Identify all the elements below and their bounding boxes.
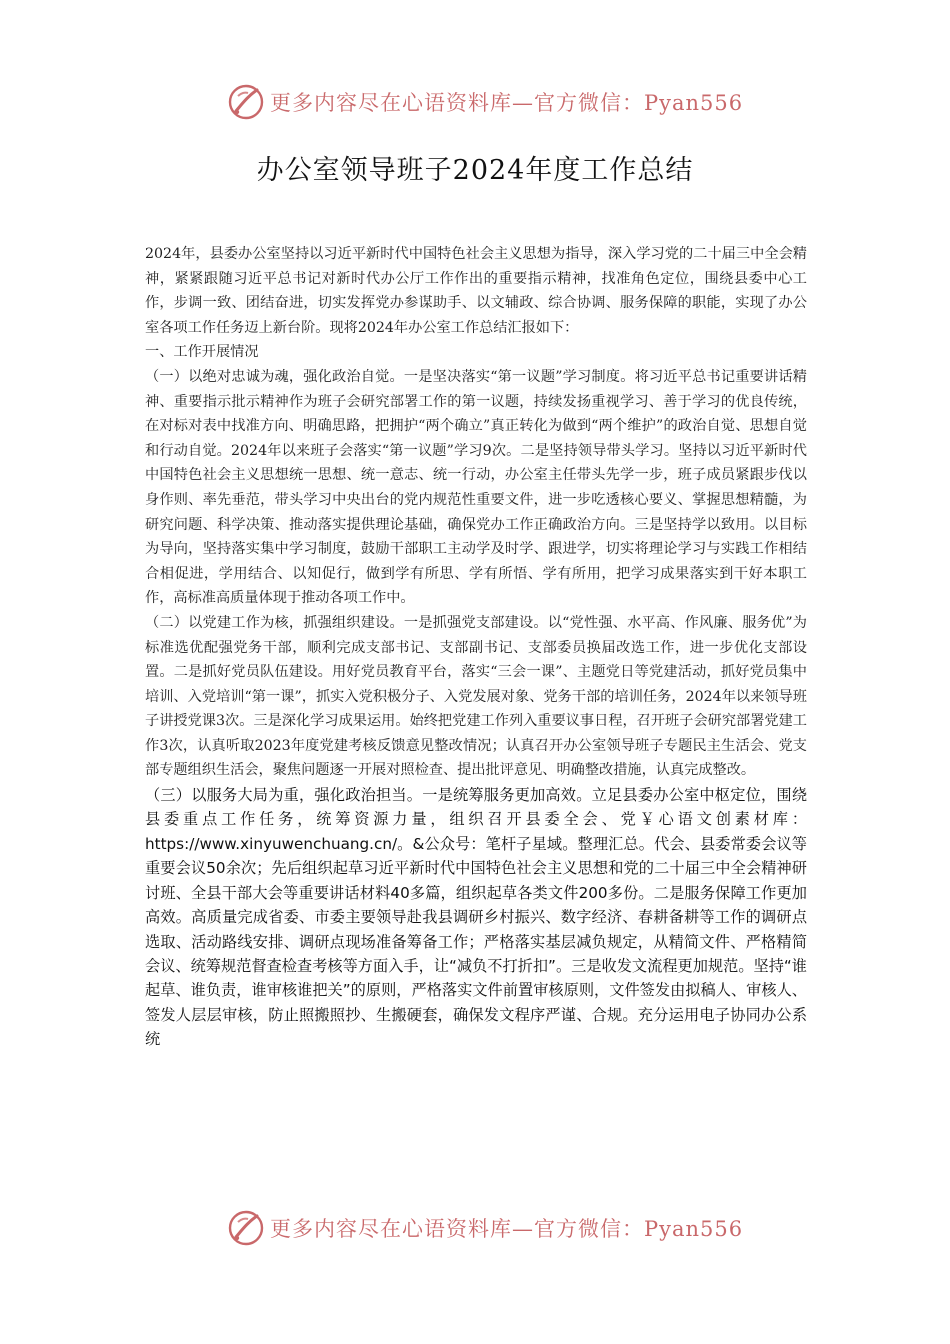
- document-title: 办公室领导班子2024年度工作总结: [256, 155, 694, 186]
- watermark-banner-top: [228, 82, 743, 122]
- section-paragraph-3: （三）以服务大局为重，强化政治担当。一是统筹服务更加高效。立足县委办公室中枢定位，围绕县委重点工作任务，统筹资源力量，组织召开县委全会、党￥心语文创素材库：https://www.xinyuwenchuang.cn/。&公众号：笔杆子星域。整理汇总。代会、县委常委会议等重要会议50余次；先后组织起草习近平新时代中国特色社会主义思想和党的二十届三中全会精神研讨班、全县干部大会等重要讲话材料40多篇，组织起草各类文件200多份。二是服务保障工作更加高效。高质量完成省委、市委主要领导赴我县调研乡村振兴、数字经济、春耕备耕等工作的调研点选取、活动路线安排、调研点现场准备筹备工作；严格落实基层减负规定，从精简文件、严格精简会议、统筹规范督查检查考核等方面入手，让“减负不打折扣”。三是收发文流程更加规范。坚持“谁起草、谁负责，谁审核谁把关”的原则，严格落实文件前置审核原则，文件签发由拟稿人、审核人、签发人层层审核，防止照搬照抄、生搬硬套，确保发文程序严谨、合规。充分运用电子协同办公系统: [145, 786, 807, 1049]
- watermark-text: 更多内容尽在心语资料库—官方微信：Pyan556: [270, 91, 744, 115]
- pen-logo-icon: [228, 1210, 264, 1246]
- intro-paragraph: 2024年，县委办公室坚持以习近平新时代中国特色社会主义思想为指导，深入学习党的二十届三中全会精神，紧紧跟随习近平总书记对新时代办公厅工作作出的重要指示精神，找准角色定位，围绕县委中心工作，步调一致、团结奋进，切实发挥党办参谋助手、以文辅政、综合协调、服务保障的职能，实现了办公室各项工作任务迈上新台阶。现将2024年办公室工作总结汇报如下：: [145, 246, 807, 336]
- section-paragraph-2: （二）以党建工作为核，抓强组织建设。一是抓强党支部建设。以“党性强、水平高、作风廉、服务优”为标准选优配强党务干部，顺利完成支部书记、支部副书记、支部委员换届改选工作，进一步优化支部设置。二是抓好党员队伍建设。用好党员教育平台，落实“三会一课”、主题党日等党建活动，抓好党员集中培训、入党培训“第一课”，抓实入党积极分子、入党发展对象、党务干部的培训任务，2024年以来领导班子讲授党课3次。三是深化学习成果运用。始终把党建工作列入重要议事日程，召开班子会研究部署党建工作3次，认真听取2023年度党建考核反馈意见整改情况；认真召开办公室领导班子专题民主生活会、党支部专题组织生活会，聚焦问题逐一开展对照检查、提出批评意见、明确整改措施，认真完成整改。: [145, 614, 807, 779]
- document-body: [145, 242, 807, 1052]
- watermark-banner-bottom: [228, 1208, 743, 1248]
- section-paragraph-1: （一）以绝对忠诚为魂，强化政治自觉。一是坚决落实“第一议题”学习制度。将习近平总书记重要讲话精神、重要指示批示精神作为班子会研究部署工作的第一议题，持续发扬重视学习、善于学习的优良传统，在对标对表中找准方向、明确思路，把拥护“两个确立”真正转化为做到“两个维护”的政治自觉、思想自觉和行动自觉。2024年以来班子会落实“第一议题”学习9次。二是坚持领导带头学习。坚持以习近平新时代中国特色社会主义思想统一思想、统一意志、统一行动，办公室主任带头先学一步，班子成员紧跟步伐以身作则、率先垂范，带头学习中央出台的党内规范性重要文件，进一步吃透核心要义、掌握思想精髓，为研究问题、科学决策、推动落实提供理论基础，确保党办工作正确政治方向。三是坚持学以致用。以目标为导向，坚持落实集中学习制度，鼓励干部职工主动学及时学、跟进学，切实将理论学习与实践工作相结合相促进，学用结合、以知促行，做到学有所思、学有所悟、学有所用，把学习成果落实到干好本职工作，高标准高质量体现于推动各项工作中。: [145, 368, 807, 607]
- pen-logo-icon: [228, 84, 264, 120]
- watermark-text: 更多内容尽在心语资料库—官方微信：Pyan556: [270, 1217, 744, 1241]
- section-heading: 一、工作开展情况: [145, 344, 259, 361]
